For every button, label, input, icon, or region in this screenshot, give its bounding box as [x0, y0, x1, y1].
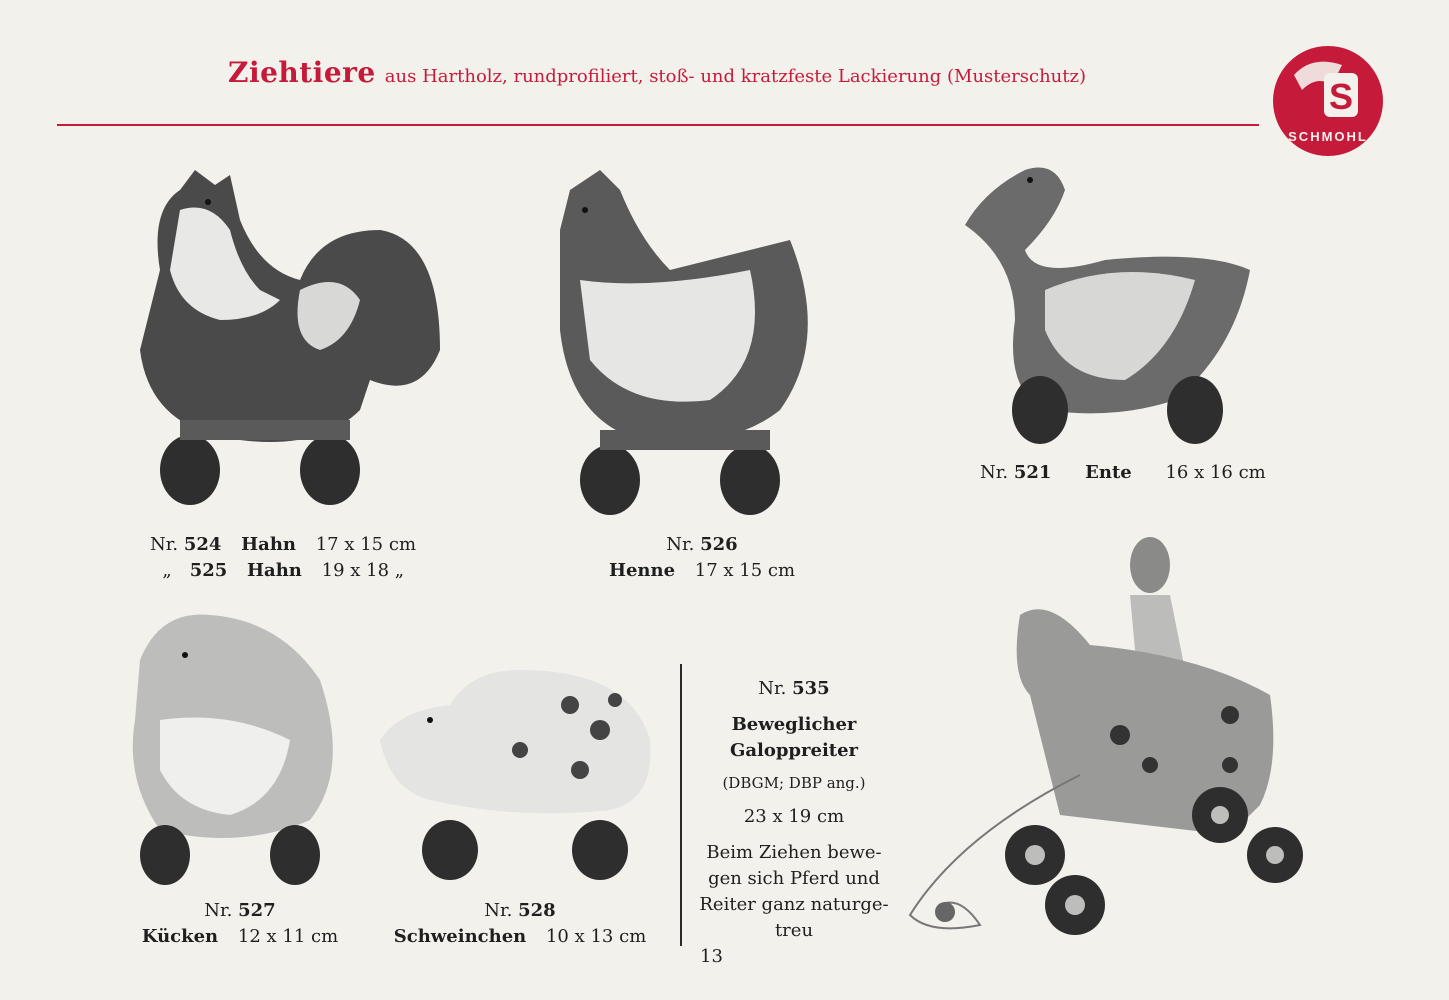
item-size: 23 x 19 cm — [743, 806, 845, 827]
page-number: 13 — [700, 946, 723, 967]
description-line: Reiter ganz naturge- — [699, 894, 889, 915]
item-size: 12 x 11 cm — [237, 926, 339, 947]
item-name: Schweinchen — [393, 926, 527, 947]
item-number: 524 — [183, 534, 222, 555]
item-number: 535 — [792, 678, 830, 699]
chick-toy-image — [120, 600, 350, 900]
patent-note: (DBGM; DBP ang.) — [722, 774, 866, 792]
description-line: gen sich Pferd und — [708, 868, 880, 889]
nr-prefix: Nr. — [758, 678, 787, 699]
item-number: 528 — [518, 900, 556, 921]
piglet-toy-image — [370, 660, 660, 890]
caption-hahn — [150, 532, 416, 584]
nr-prefix: Nr. — [666, 534, 695, 555]
item-name: Ente — [1085, 462, 1132, 483]
caption-hahn-line2 — [150, 558, 416, 584]
item-name-line2: Galoppreiter — [729, 740, 859, 761]
nr-prefix: Nr. — [980, 462, 1009, 483]
duck-toy-image — [955, 150, 1255, 460]
item-name-line1: Beweglicher — [731, 714, 857, 735]
page-title: Ziehtiere — [228, 56, 376, 89]
column-divider — [680, 664, 682, 946]
svg-text:SCHMOHL: SCHMOHL — [1288, 129, 1368, 144]
caption-kuecken — [130, 898, 350, 950]
rooster-toy-image — [120, 150, 450, 520]
schmohl-logo — [1272, 45, 1384, 157]
item-number: 521 — [1013, 462, 1052, 483]
header-rule — [57, 124, 1259, 126]
item-size: 16 x 16 cm — [1165, 462, 1266, 483]
caption-ente — [980, 460, 1266, 486]
caption-schweinchen — [390, 898, 650, 950]
item-name: Henne — [608, 560, 676, 581]
item-number: 526 — [700, 534, 738, 555]
nr-prefix: Nr. — [484, 900, 513, 921]
page-header — [228, 56, 1086, 89]
item-number: 525 — [189, 560, 228, 581]
page-subtitle: aus Hartholz, rundprofiliert, stoß- und kratzfeste Lackierung (Musterschutz) — [384, 66, 1087, 87]
item-size: 10 x 13 cm — [545, 926, 647, 947]
item-size: 17 x 15 cm — [315, 534, 417, 555]
caption-henne — [602, 532, 802, 584]
item-size: 19 x 18 — [321, 560, 390, 581]
caption-hahn-line1 — [150, 532, 416, 558]
galloping-rider-toy-image — [900, 535, 1320, 935]
item-name: Hahn — [247, 560, 302, 581]
item-name: Hahn — [241, 534, 296, 555]
description-line: treu — [774, 920, 814, 941]
nr-prefix: Nr. — [150, 534, 179, 555]
item-number: 527 — [238, 900, 276, 921]
item-size: 17 x 15 cm — [694, 560, 796, 581]
ditto-mark: „ — [394, 560, 405, 581]
hen-toy-image — [530, 160, 860, 530]
description-line: Beim Ziehen bewe- — [706, 842, 882, 863]
nr-prefix: Nr. — [204, 900, 233, 921]
svg-text:S: S — [1328, 76, 1354, 117]
item-name: Kücken — [141, 926, 219, 947]
caption-reiter — [694, 676, 894, 944]
ditto-mark: „ — [162, 560, 172, 581]
